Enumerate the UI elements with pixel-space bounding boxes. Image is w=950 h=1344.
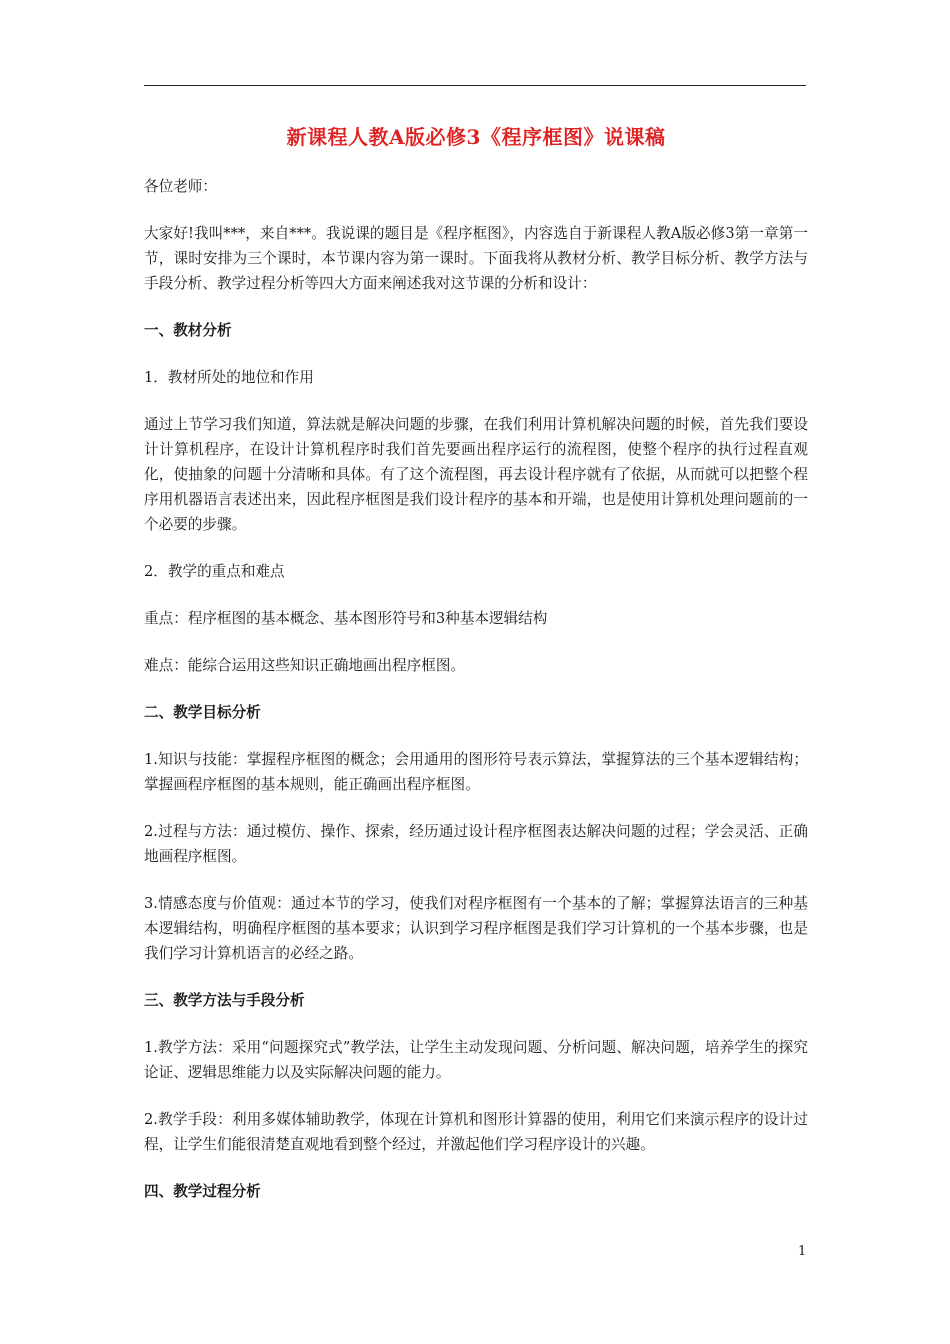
section-heading-methods-means: 三、教学方法与手段分析 [144,992,305,1009]
goal-process-methods: 2.过程与方法：通过模仿、操作、探索，经历通过设计程序框图表达解决问题的过程；学会灵活、正确地画程序框图。 [144,823,808,865]
salutation: 各位老师： [144,178,217,195]
intro-paragraph: 大家好!我叫***，来自***。我说课的题目是《程序框图》，内容选自于新课程人教A版必修3第一章第一节，课时安排为三个课时，本节课内容为第一课时。下面我将从教材分析、教学目标分析、教学方法与手段分析、教学过程分析等四大方面来阐述我对这节课的分析和设计： [144,225,808,292]
document-body [144,122,808,1204]
header-rule [144,85,806,86]
teaching-means: 2.教学手段：利用多媒体辅助教学，体现在计算机和图形计算器的使用，利用它们来演示程序的设计过程，让学生们能很清楚直观地看到整个经过，并激起他们学习程序设计的兴趣。 [144,1111,808,1153]
section-heading-teaching-goals: 二、教学目标分析 [144,704,261,721]
paragraph-position-role: 通过上节学习我们知道，算法就是解决问题的步骤，在我们利用计算机解决问题的时候，首先我们要设计计算机程序，在设计计算机程序时我们首先要画出程序运行的流程图，使整个程序的执行过程直观化，使抽象的问题十分清晰和具体。有了这个流程图，再去设计程序就有了依据，从而就可以把整个程序用机器语言表述出来，因此程序框图是我们设计程序的基本和开端，也是使用计算机处理问题前的一个必要的步骤。 [144,416,808,533]
teaching-method: 1.教学方法：采用“问题探究式”教学法，让学生主动发现问题、分析问题、解决问题，培养学生的探究论证、逻辑思维能力以及实际解决问题的能力。 [144,1039,808,1081]
goal-knowledge-skills: 1.知识与技能：掌握程序框图的概念；会用通用的图形符号表示算法，掌握算法的三个基本逻辑结构；掌握画程序框图的基本规则，能正确画出程序框图。 [144,751,808,793]
section-heading-process-analysis: 四、教学过程分析 [144,1183,261,1200]
section-heading-textbook-analysis: 一、教材分析 [144,322,232,339]
goal-attitude-values: 3.情感态度与价值观：通过本节的学习，使我们对程序框图有一个基本的了解；掌握算法语言的三种基本逻辑结构，明确程序框图的基本要求；认识到学习程序框图是我们学习计算机的一个基本步骤，也是我们学习计算机语言的必经之路。 [144,895,808,962]
document-title: 新课程人教A版必修3《程序框图》说课稿 [286,125,666,149]
subheading-key-difficult: 2．教学的重点和难点 [144,563,285,580]
page-number: 1 [798,1244,807,1259]
key-point: 重点：程序框图的基本概念、基本图形符号和3种基本逻辑结构 [144,610,548,627]
difficult-point: 难点：能综合运用这些知识正确地画出程序框图。 [144,657,466,674]
subheading-position-role: 1．教材所处的地位和作用 [144,369,314,386]
